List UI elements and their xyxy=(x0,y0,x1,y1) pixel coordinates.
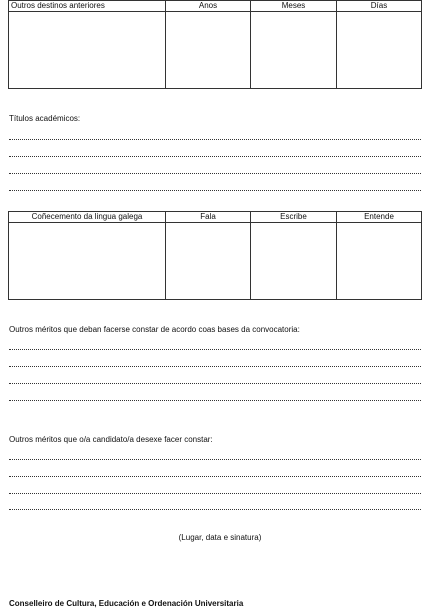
cell-understands[interactable] xyxy=(337,223,422,300)
cell-days[interactable] xyxy=(337,12,422,89)
column-header-speaks: Fala xyxy=(166,212,251,223)
academic-titles-line-1[interactable] xyxy=(9,139,421,140)
signature-caption: (Lugar, data e sinatura) xyxy=(178,533,262,542)
cell-destinations[interactable] xyxy=(9,12,166,89)
column-header-days: Días xyxy=(337,1,422,12)
column-header-destinations: Outros destinos anteriores xyxy=(9,1,166,12)
academic-titles-line-3[interactable] xyxy=(9,173,421,174)
merits-bases-line-3[interactable] xyxy=(9,383,421,384)
column-header-years: Anos xyxy=(166,1,251,12)
academic-titles-line-4[interactable] xyxy=(9,190,421,191)
cell-months[interactable] xyxy=(251,12,337,89)
table-header-row xyxy=(9,1,422,12)
merits-candidate-label: Outros méritos que o/a candidato/a desexe facer constar: xyxy=(9,435,213,444)
merits-bases-line-2[interactable] xyxy=(9,366,421,367)
merits-bases-line-1[interactable] xyxy=(9,349,421,350)
column-header-months: Meses xyxy=(251,1,337,12)
merits-bases-label: Outros méritos que deban facerse constar de acordo coas bases da convocatoria: xyxy=(9,325,300,334)
cell-language[interactable] xyxy=(9,223,166,300)
table-header-row xyxy=(9,212,422,223)
academic-titles-line-2[interactable] xyxy=(9,156,421,157)
previous-posts-table xyxy=(8,0,422,89)
column-header-understands: Entende xyxy=(337,212,422,223)
merits-candidate-line-2[interactable] xyxy=(9,476,421,477)
merits-candidate-line-4[interactable] xyxy=(9,509,421,510)
academic-titles-label: Títulos académicos: xyxy=(9,114,81,123)
column-header-language: Coñecemento da lingua galega xyxy=(9,212,166,223)
cell-years[interactable] xyxy=(166,12,251,89)
table-row xyxy=(9,12,422,89)
merits-candidate-line-3[interactable] xyxy=(9,493,421,494)
merits-candidate-line-1[interactable] xyxy=(9,459,421,460)
column-header-writes: Escribe xyxy=(251,212,337,223)
cell-writes[interactable] xyxy=(251,223,337,300)
merits-bases-line-4[interactable] xyxy=(9,400,421,401)
cell-speaks[interactable] xyxy=(166,223,251,300)
addressee-footer: Conselleiro de Cultura, Educación e Ordenación Universitaria xyxy=(9,599,244,608)
table-row xyxy=(9,223,422,300)
galician-language-table xyxy=(8,211,422,300)
